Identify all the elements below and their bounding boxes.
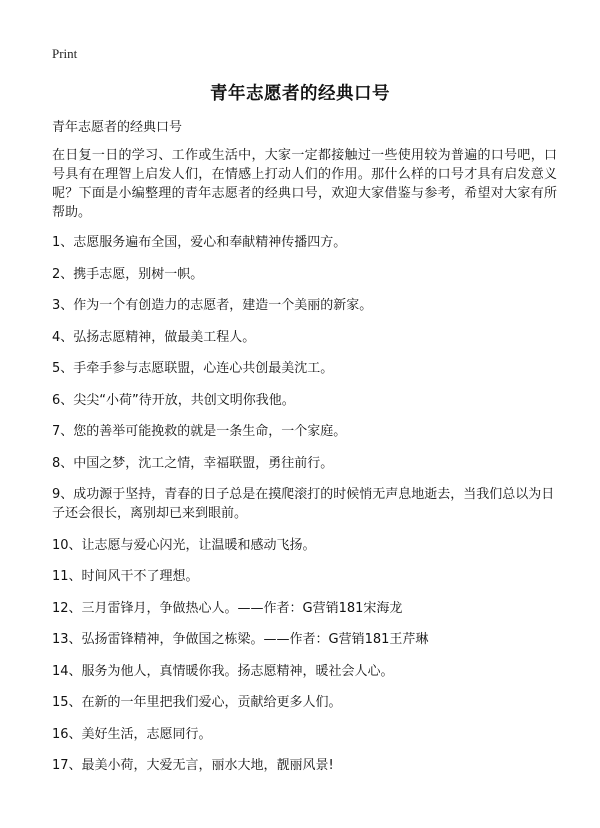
slogan-item: 7、您的善举可能挽救的就是一条生命，一个家庭。 [52,424,347,439]
slogan-item: 14、服务为他人，真情暖你我。扬志愿精神，暖社会人心。 [52,663,394,679]
slogan-item: 9、成功源于坚持，青春的日子总是在摸爬滚打的时候悄无声息地逝去，当我们总以为日子还会很长，离别却已来到眼前。 [52,487,555,521]
slogan-item: 16、美好生活，志愿同行。 [52,726,212,742]
slogan-item: 1、志愿服务遍布全国，爱心和奉献精神传播四方。 [52,235,347,250]
slogan-item: 2、携手志愿，别树一帜。 [52,266,204,282]
slogan-list [52,233,557,775]
article-body [52,118,557,788]
slogan-item: 10、让志愿与爱心闪光，让温暖和感动飞扬。 [52,537,316,553]
slogan-item: 15、在新的一年里把我们爱心，贡献给更多人们。 [52,695,342,710]
intro-paragraph: 在日复一日的学习、工作或生活中，大家一定都接触过一些使用较为普遍的口号吧，口号具有在理智上启发人们，在情感上打动人们的作用。那什么样的口号才具有启发意义呢？下面是小编整理的青年志愿者的经典口号，欢迎大家借鉴与参考，希望对大家有所帮助。 [52,148,557,220]
slogan-item: 12、三月雷锋月，争做热心人。——作者：G营销181宋海龙 [52,600,403,616]
slogan-item: 17、最美小荷，大爱无言，丽水大地，靓丽风景! [52,758,334,773]
slogan-item: 4、弘扬志愿精神，做最美工程人。 [52,329,256,345]
slogan-item: 6、尖尖“小荷”待开放，共创文明你我他。 [52,392,295,408]
slogan-item: 13、弘扬雷锋精神，争做国之栋梁。——作者：G营销181王芹琳 [52,632,429,647]
slogan-item: 3、作为一个有创造力的志愿者，建造一个美丽的新家。 [52,298,373,313]
slogan-item: 5、手牵手参与志愿联盟，心连心共创最美沈工。 [52,361,334,376]
slogan-item: 8、中国之梦，沈工之情，幸福联盟，勇往前行。 [52,455,334,471]
article-subtitle: 青年志愿者的经典口号 [52,120,183,135]
slogan-item: 11、时间风干不了理想。 [52,569,199,584]
page-title: 青年志愿者的经典口号 [210,84,390,104]
print-link[interactable]: Print [52,46,78,61]
